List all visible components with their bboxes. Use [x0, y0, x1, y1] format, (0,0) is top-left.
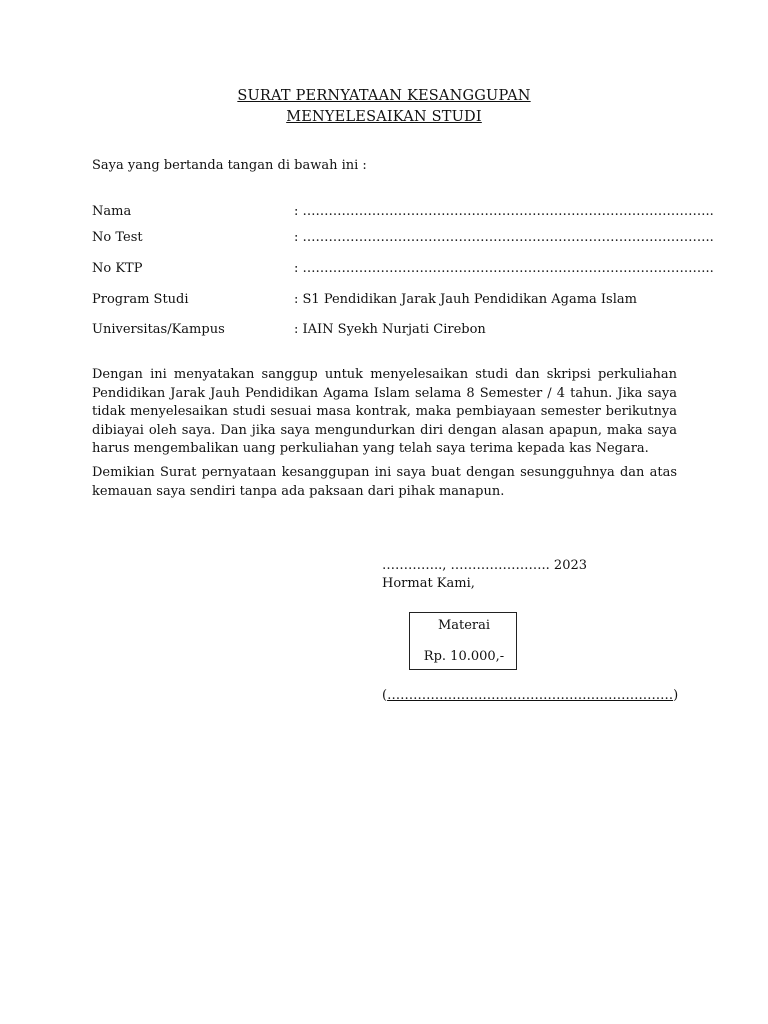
- field-label-universitas: Universitas/Kampus: [92, 322, 225, 337]
- statement-paragraph: Dengan ini menyatakan sanggup untuk menyelesaikan studi dan skripsi perkuliahan Pendidikan Jarak Jauh Pendidikan Agama Islam selama 8 Semester / 4 tahun. Jika saya tidak menyelesaikan studi sesuai masa kontrak, maka pembiayaan semester berikutnya dibiayai oleh saya. Dan jika saya mengundurkan diri dengan alasan apapun, maka saya harus mengembalikan uang perkuliahan yang telah saya terima kepada kas Negara.: [92, 367, 677, 456]
- field-label-program-studi: Program Studi: [92, 292, 189, 307]
- signature-closing: Hormat Kami,: [382, 576, 475, 591]
- signature-name-close: ): [673, 688, 679, 703]
- field-value-no-test: : …………………………………………………………………………………..: [294, 230, 714, 245]
- field-value-no-ktp: : …………………………………………………………………………………..: [294, 261, 714, 276]
- closing-paragraph: Demikian Surat pernyataan kesanggupan ini saya buat dengan sesungguhnya dan atas kemauan saya sendiri tanpa ada paksaan dari pihak manapun.: [92, 465, 677, 499]
- field-label-no-test: No Test: [92, 230, 143, 245]
- field-label-no-ktp: No KTP: [92, 261, 143, 276]
- letter-title-line2: MENYELESAIKAN STUDI: [286, 109, 482, 125]
- intro-text: Saya yang bertanda tangan di bawah ini :: [92, 158, 367, 173]
- stamp-duty-label: Materai: [437, 618, 491, 633]
- field-label-nama: Nama: [92, 204, 132, 219]
- field-value-universitas: : IAIN Syekh Nurjati Cirebon: [294, 322, 486, 337]
- signature-name-blank: …………………………………………………………: [387, 688, 674, 703]
- stamp-duty-box: [409, 612, 517, 670]
- letter-title-line1: SURAT PERNYATAAN KESANGGUPAN: [237, 88, 531, 104]
- field-value-program-studi: : S1 Pendidikan Jarak Jauh Pendidikan Agama Islam: [294, 292, 637, 307]
- stamp-duty-amount: Rp. 10.000,-: [423, 649, 505, 664]
- signature-date-line: ………….., ………………….. 2023: [382, 558, 588, 573]
- field-value-nama: : …………………………………………………………………………………..: [294, 204, 714, 219]
- signature-name-line: [382, 688, 678, 704]
- signature-name-open: (: [382, 688, 388, 703]
